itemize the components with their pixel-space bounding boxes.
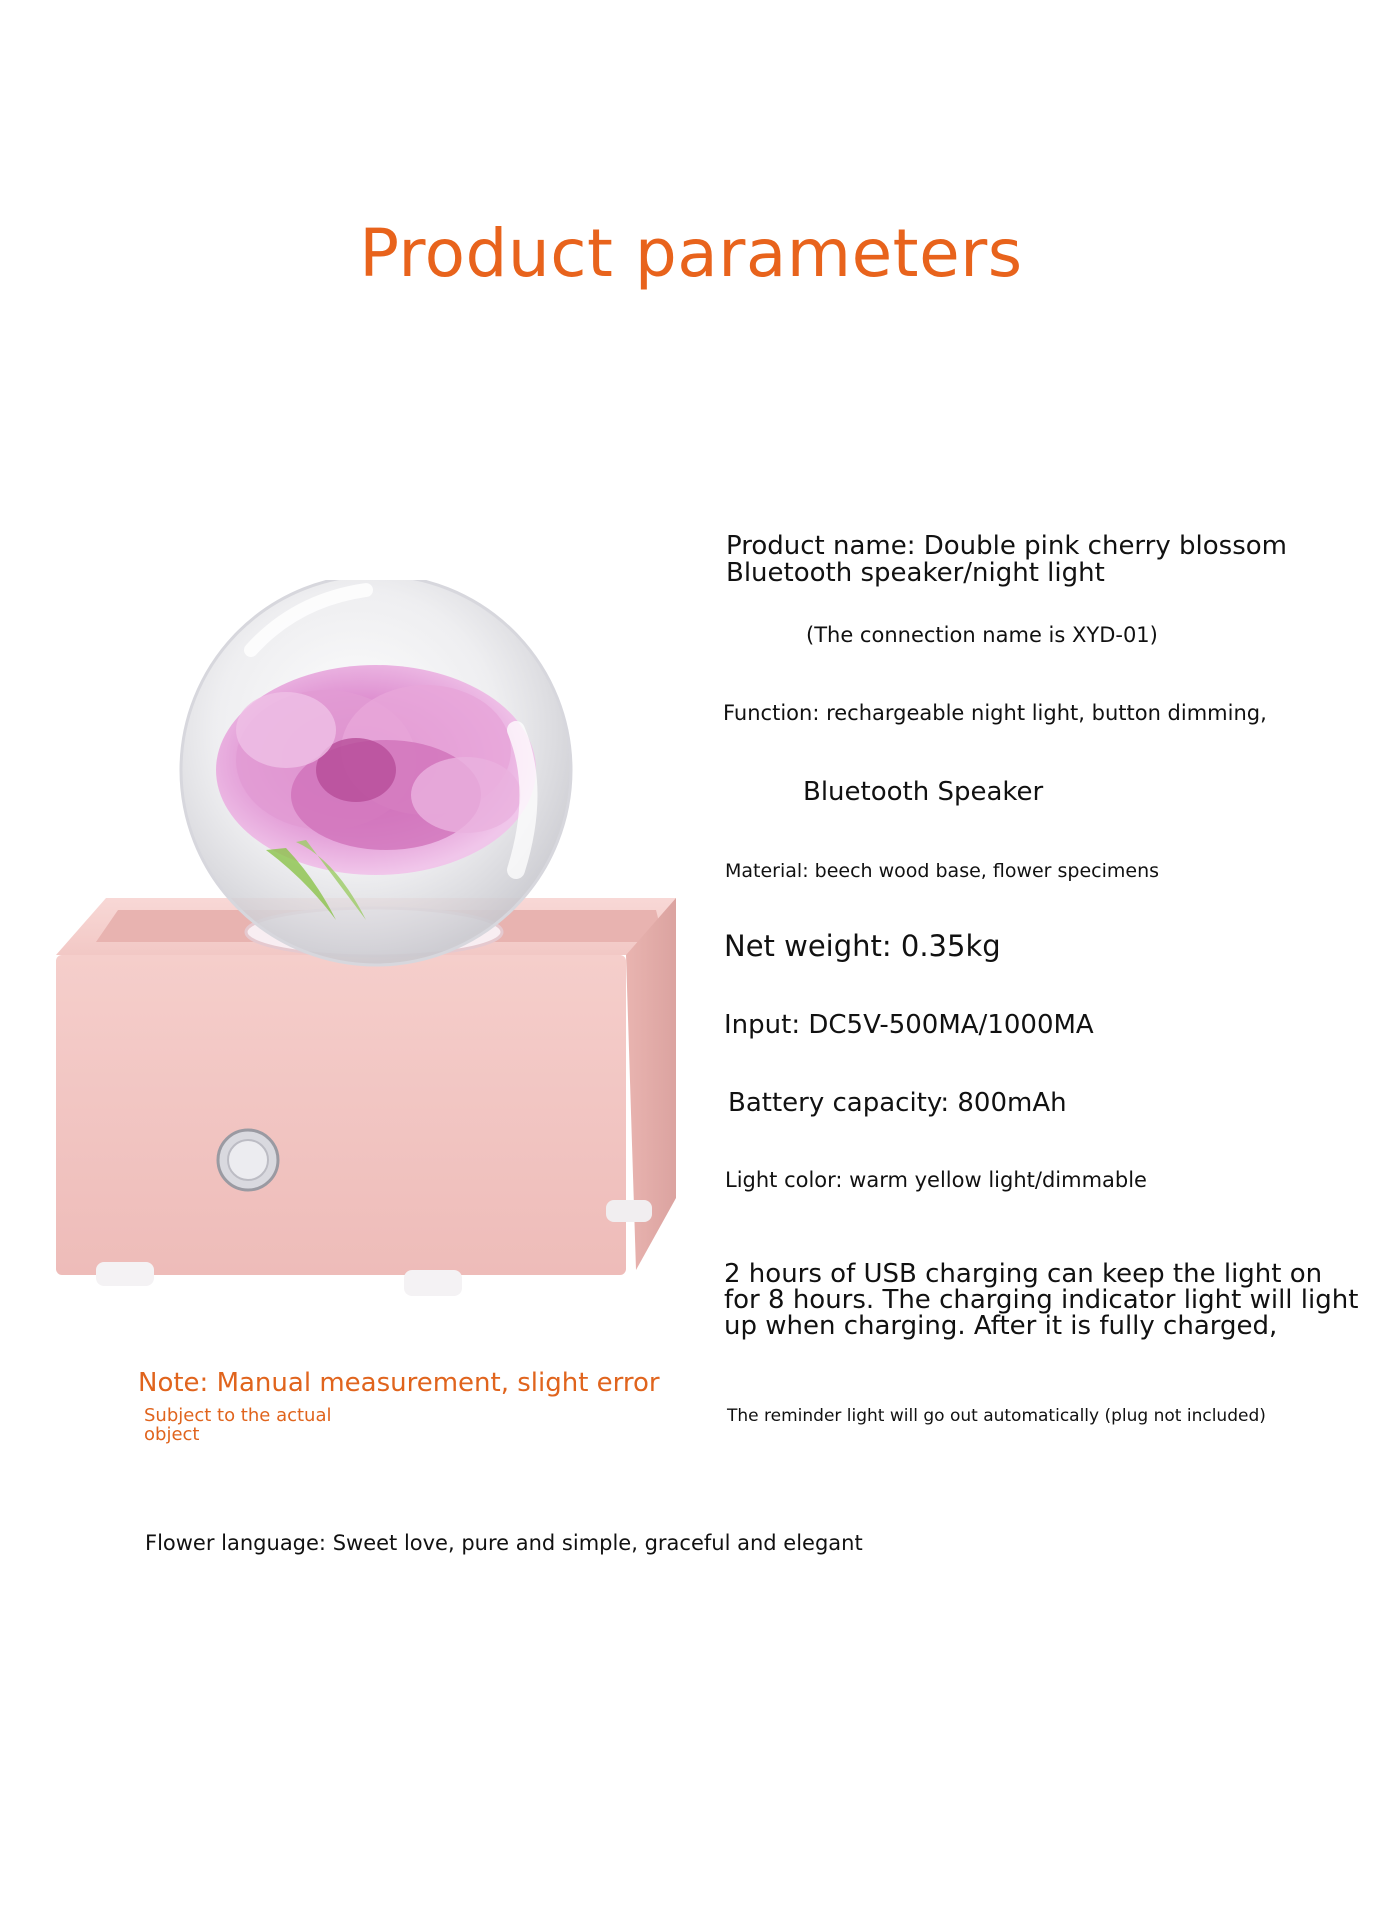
spec-charging: 2 hours of USB charging can keep the light on for 8 hours. The charging indicator light will light up when charging. After it is fully charged, bbox=[724, 1259, 1359, 1341]
spec-battery: Battery capacity: 800mAh bbox=[728, 1088, 1067, 1118]
spec-reminder: The reminder light will go out automatically (plug not included) bbox=[727, 1406, 1266, 1426]
product-image bbox=[36, 580, 696, 1340]
spec-net-weight: Net weight: 0.35kg bbox=[724, 929, 1001, 963]
note-subtitle: Subject to the actual object bbox=[144, 1405, 332, 1446]
spec-material: Material: beech wood base, flower specimens bbox=[725, 860, 1160, 882]
spec-function: Function: rechargeable night light, button dimming, bbox=[723, 701, 1267, 725]
page-title: Product parameters bbox=[359, 215, 1023, 292]
spec-input: Input: DC5V-500MA/1000MA bbox=[724, 1010, 1094, 1040]
spec-function-continued: Bluetooth Speaker bbox=[803, 777, 1044, 807]
spec-connection-name: (The connection name is XYD-01) bbox=[806, 623, 1158, 647]
spec-light-color: Light color: warm yellow light/dimmable bbox=[725, 1168, 1147, 1192]
note-title: Note: Manual measurement, slight error bbox=[138, 1368, 660, 1398]
flower-language: Flower language: Sweet love, pure and simple, graceful and elegant bbox=[145, 1531, 863, 1555]
spec-product-name: Product name: Double pink cherry blossom Bluetooth speaker/night light bbox=[726, 531, 1287, 588]
